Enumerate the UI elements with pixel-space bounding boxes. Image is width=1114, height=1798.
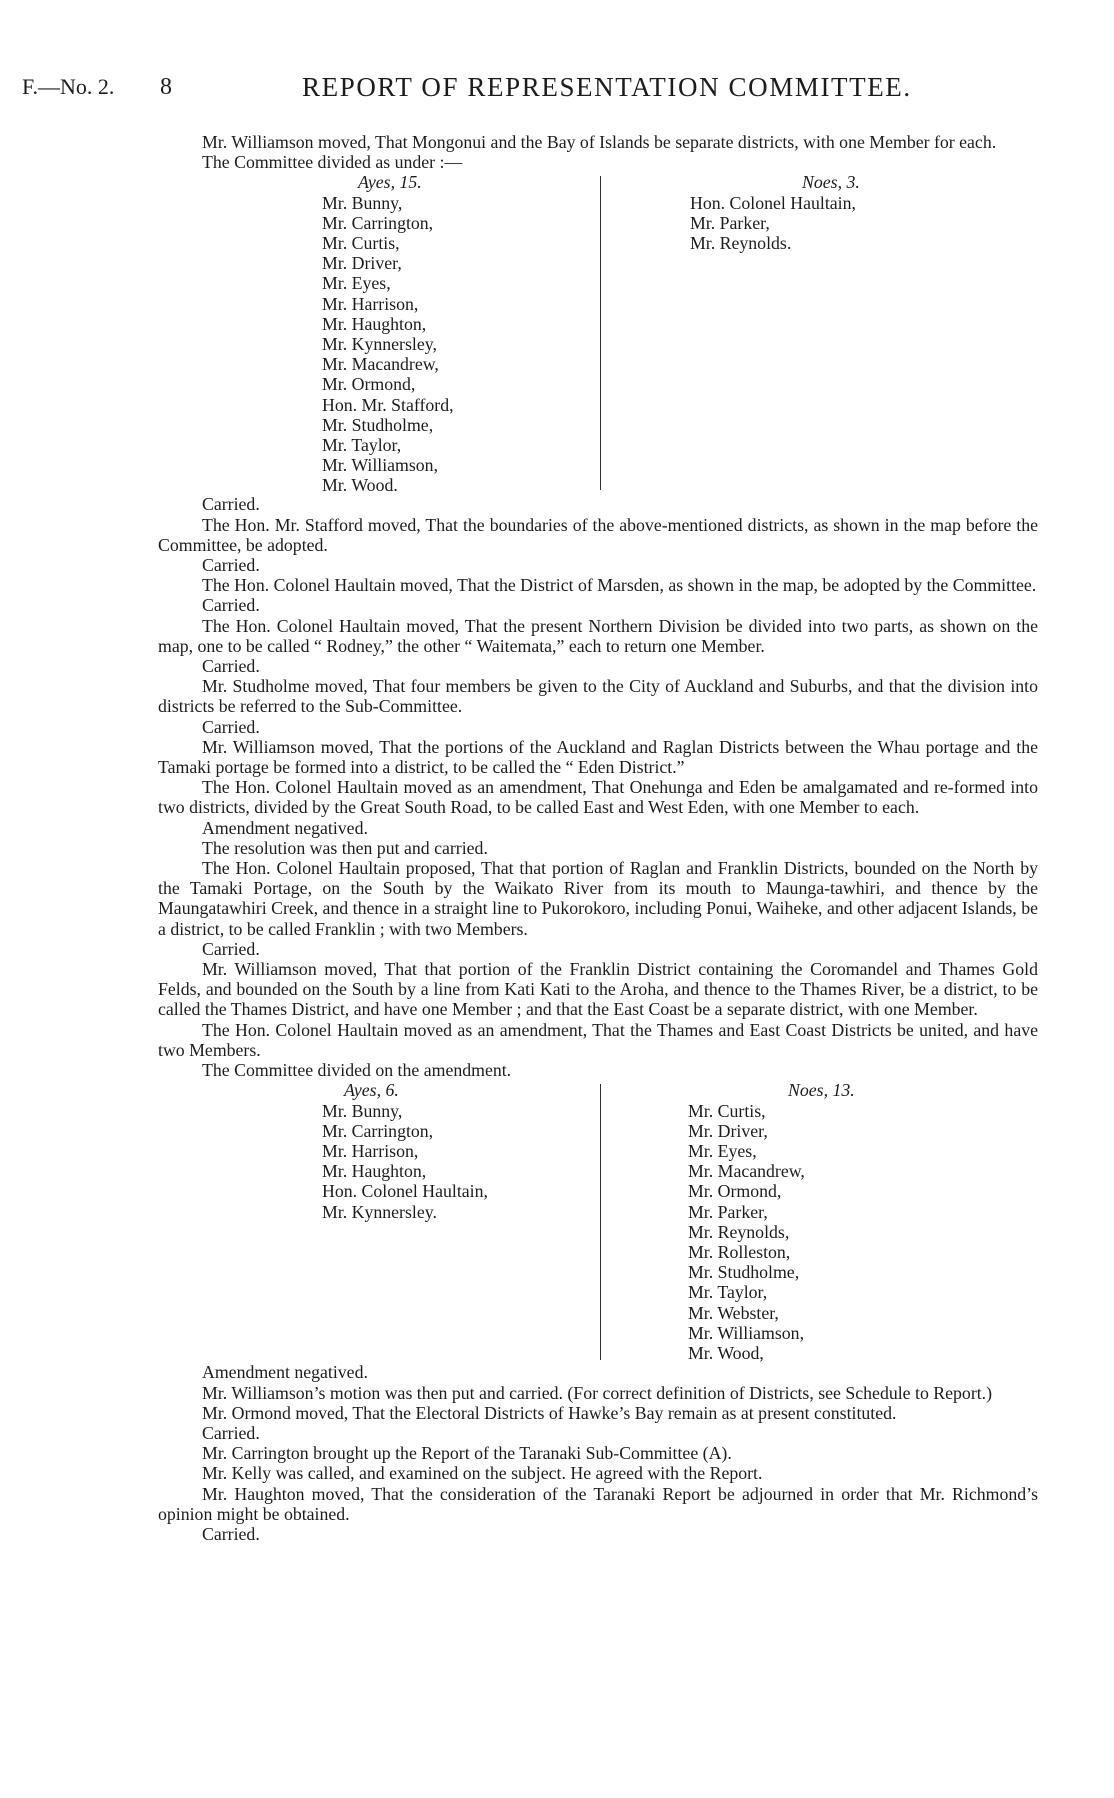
member-name: Mr. Eyes, — [688, 1140, 757, 1161]
paper-reference: F.—No. 2. — [22, 74, 115, 99]
paragraph: Mr. Haughton moved, That the consideration of the Taranaki Report be adjourned in order that Mr. Richmond’s opinion might be obtained. — [158, 1483, 1038, 1524]
paragraph: Carried. — [202, 595, 260, 616]
member-name: Mr. Ormond, — [322, 374, 416, 395]
paragraph: Carried. — [202, 1523, 260, 1544]
paragraph: Mr. Williamson moved, That the portions of the Auckland and Raglan Districts between the Whau portage and the Tamaki portage be formed into a district, to be called the “ Eden District.” — [158, 736, 1038, 778]
member-name: Mr. Webster, — [688, 1302, 779, 1323]
division-list-2 — [158, 1080, 1038, 1362]
ayes-column — [322, 1080, 488, 1221]
member-name: Mr. Kynnersley. — [322, 1201, 437, 1222]
member-name: Mr. Ormond, — [688, 1181, 782, 1202]
report-body — [158, 132, 1038, 1544]
paragraph: The Committee divided on the amendment. — [202, 1060, 512, 1081]
paragraph: The Committee divided as under :— — [202, 152, 463, 173]
ayes-heading: Ayes, 15. — [358, 172, 422, 193]
noes-heading: Noes, 13. — [788, 1080, 855, 1101]
paragraph: The resolution was then put and carried. — [202, 837, 488, 858]
paragraph: Mr. Williamson moved, That Mongonui and the Bay of Islands be separate districts, with one Member for each. — [202, 132, 997, 152]
member-name: Mr. Carrington, — [322, 1120, 434, 1141]
column-divider — [600, 1084, 601, 1360]
ayes-column — [322, 172, 454, 495]
paragraph: Mr. Studholme moved, That four members be given to the City of Auckland and Suburbs, and that the division into districts be referred to the Sub-Committee. — [158, 676, 1038, 717]
paragraph: The Hon. Colonel Haultain proposed, That that portion of Raglan and Franklin Districts, bounded on the North by the Tamaki Portage, on the South by the Waikato River from its mouth to Maunga-tawhiri, and thence by the Maungatawhiri Creek, and thence in a straight line to Pukorokoro, including Ponui, Waiheke, and other adjacent Islands, be a district, to be called Franklin ; with two Members. — [158, 858, 1038, 939]
paragraph-group-b — [158, 494, 1038, 1080]
noes-heading: Noes, 3. — [802, 172, 860, 193]
member-name: Mr. Studholme, — [322, 414, 434, 435]
paragraph: Mr. Williamson moved, That that portion of the Franklin District containing the Coromandel and Thames Gold Felds, and bounded on the South by a line from Kati Kati to the Aroha, and thence to the Thames River, be a district, to be called the Thames District, and have one Member ; and that the East Coast be a separate district, with one Member. — [158, 959, 1038, 1020]
ayes-heading: Ayes, 6. — [344, 1080, 399, 1101]
member-name: Hon. Colonel Haultain, — [690, 192, 856, 213]
paragraph: Carried. — [202, 494, 260, 515]
member-name: Mr. Parker, — [690, 212, 770, 233]
member-name: Mr. Haughton, — [322, 313, 427, 334]
paragraph: The Hon. Colonel Haultain moved as an amendment, That Onehunga and Eden be amalgamated and re-formed into two districts, divided by the Great South Road, to be called East and West Eden, with one Member to each. — [158, 777, 1038, 818]
member-name: Mr. Wood. — [322, 475, 398, 496]
member-name: Mr. Harrison, — [322, 1140, 419, 1161]
paragraph: Amendment negatived. — [202, 817, 368, 838]
member-name: Mr. Bunny, — [322, 192, 403, 213]
member-name: Mr. Williamson, — [688, 1322, 805, 1343]
member-name: Mr. Williamson, — [322, 455, 439, 476]
member-name: Mr. Studholme, — [688, 1262, 800, 1283]
paragraph: Carried. — [202, 938, 260, 959]
member-name: Mr. Curtis, — [688, 1100, 766, 1121]
member-name: Hon. Colonel Haultain, — [322, 1181, 488, 1202]
paragraph: The Hon. Colonel Haultain moved as an amendment, That the Thames and East Coast Districts be united, and have two Members. — [158, 1019, 1038, 1060]
member-name: Mr. Reynolds, — [688, 1221, 790, 1242]
member-name: Mr. Eyes, — [322, 273, 391, 294]
paragraph: Carried. — [202, 1422, 260, 1443]
page-title: REPORT OF REPRESENTATION COMMITTEE. — [302, 72, 912, 102]
paragraph: Mr. Kelly was called, and examined on the subject. He agreed with the Report. — [202, 1463, 763, 1484]
noes-column — [690, 172, 860, 253]
member-name: Mr. Rolleston, — [688, 1241, 791, 1262]
member-name: Mr. Carrington, — [322, 212, 434, 233]
paragraph: Carried. — [202, 656, 260, 677]
paragraph: The Hon. Mr. Stafford moved, That the boundaries of the above-mentioned districts, as shown in the map before the Committee, be adopted. — [158, 514, 1038, 555]
paragraph: Mr. Carrington brought up the Report of the Taranaki Sub-Committee (A). — [202, 1443, 732, 1464]
member-name: Mr. Driver, — [688, 1120, 768, 1141]
paragraph: Amendment negatived. — [202, 1362, 368, 1383]
noes-column — [688, 1080, 855, 1363]
paragraph: Carried. — [202, 555, 260, 576]
paragraph: Mr. Ormond moved, That the Electoral Districts of Hawke’s Bay remain as at present constituted. — [202, 1402, 897, 1423]
member-name: Mr. Driver, — [322, 253, 402, 274]
page-header — [22, 74, 1092, 110]
member-name: Mr. Curtis, — [322, 233, 400, 254]
member-name: Mr. Macandrew, — [688, 1161, 805, 1182]
paragraph: The Hon. Colonel Haultain moved, That the present Northern Division be divided into two parts, as shown on the map, one to be called “ Rodney,” the other “ Waitemata,” each to return one Member. — [158, 615, 1038, 656]
paragraph: Mr. Williamson’s motion was then put and carried. (For correct definition of Districts, see Schedule to Report.) — [202, 1382, 993, 1403]
member-name: Mr. Reynolds. — [690, 233, 792, 254]
member-name: Mr. Parker, — [688, 1201, 768, 1222]
member-name: Mr. Wood, — [688, 1342, 764, 1363]
member-name: Mr. Bunny, — [322, 1100, 403, 1121]
paragraph: The Hon. Colonel Haultain moved, That the District of Marsden, as shown in the map, be adopted by the Committee. — [202, 575, 1037, 596]
page-number: 8 — [160, 74, 172, 100]
member-name: Mr. Kynnersley, — [322, 334, 437, 355]
member-name: Mr. Taylor, — [322, 435, 402, 456]
column-divider — [600, 176, 601, 490]
paragraph-group-c — [158, 1362, 1038, 1544]
member-name: Mr. Harrison, — [322, 293, 419, 314]
paragraph-group-a — [158, 132, 1038, 172]
member-name: Mr. Macandrew, — [322, 354, 439, 375]
paragraph: Carried. — [202, 716, 260, 737]
member-name: Mr. Taylor, — [688, 1282, 768, 1303]
member-name: Mr. Haughton, — [322, 1161, 427, 1182]
member-name: Hon. Mr. Stafford, — [322, 394, 454, 415]
division-list-1 — [158, 172, 1038, 494]
